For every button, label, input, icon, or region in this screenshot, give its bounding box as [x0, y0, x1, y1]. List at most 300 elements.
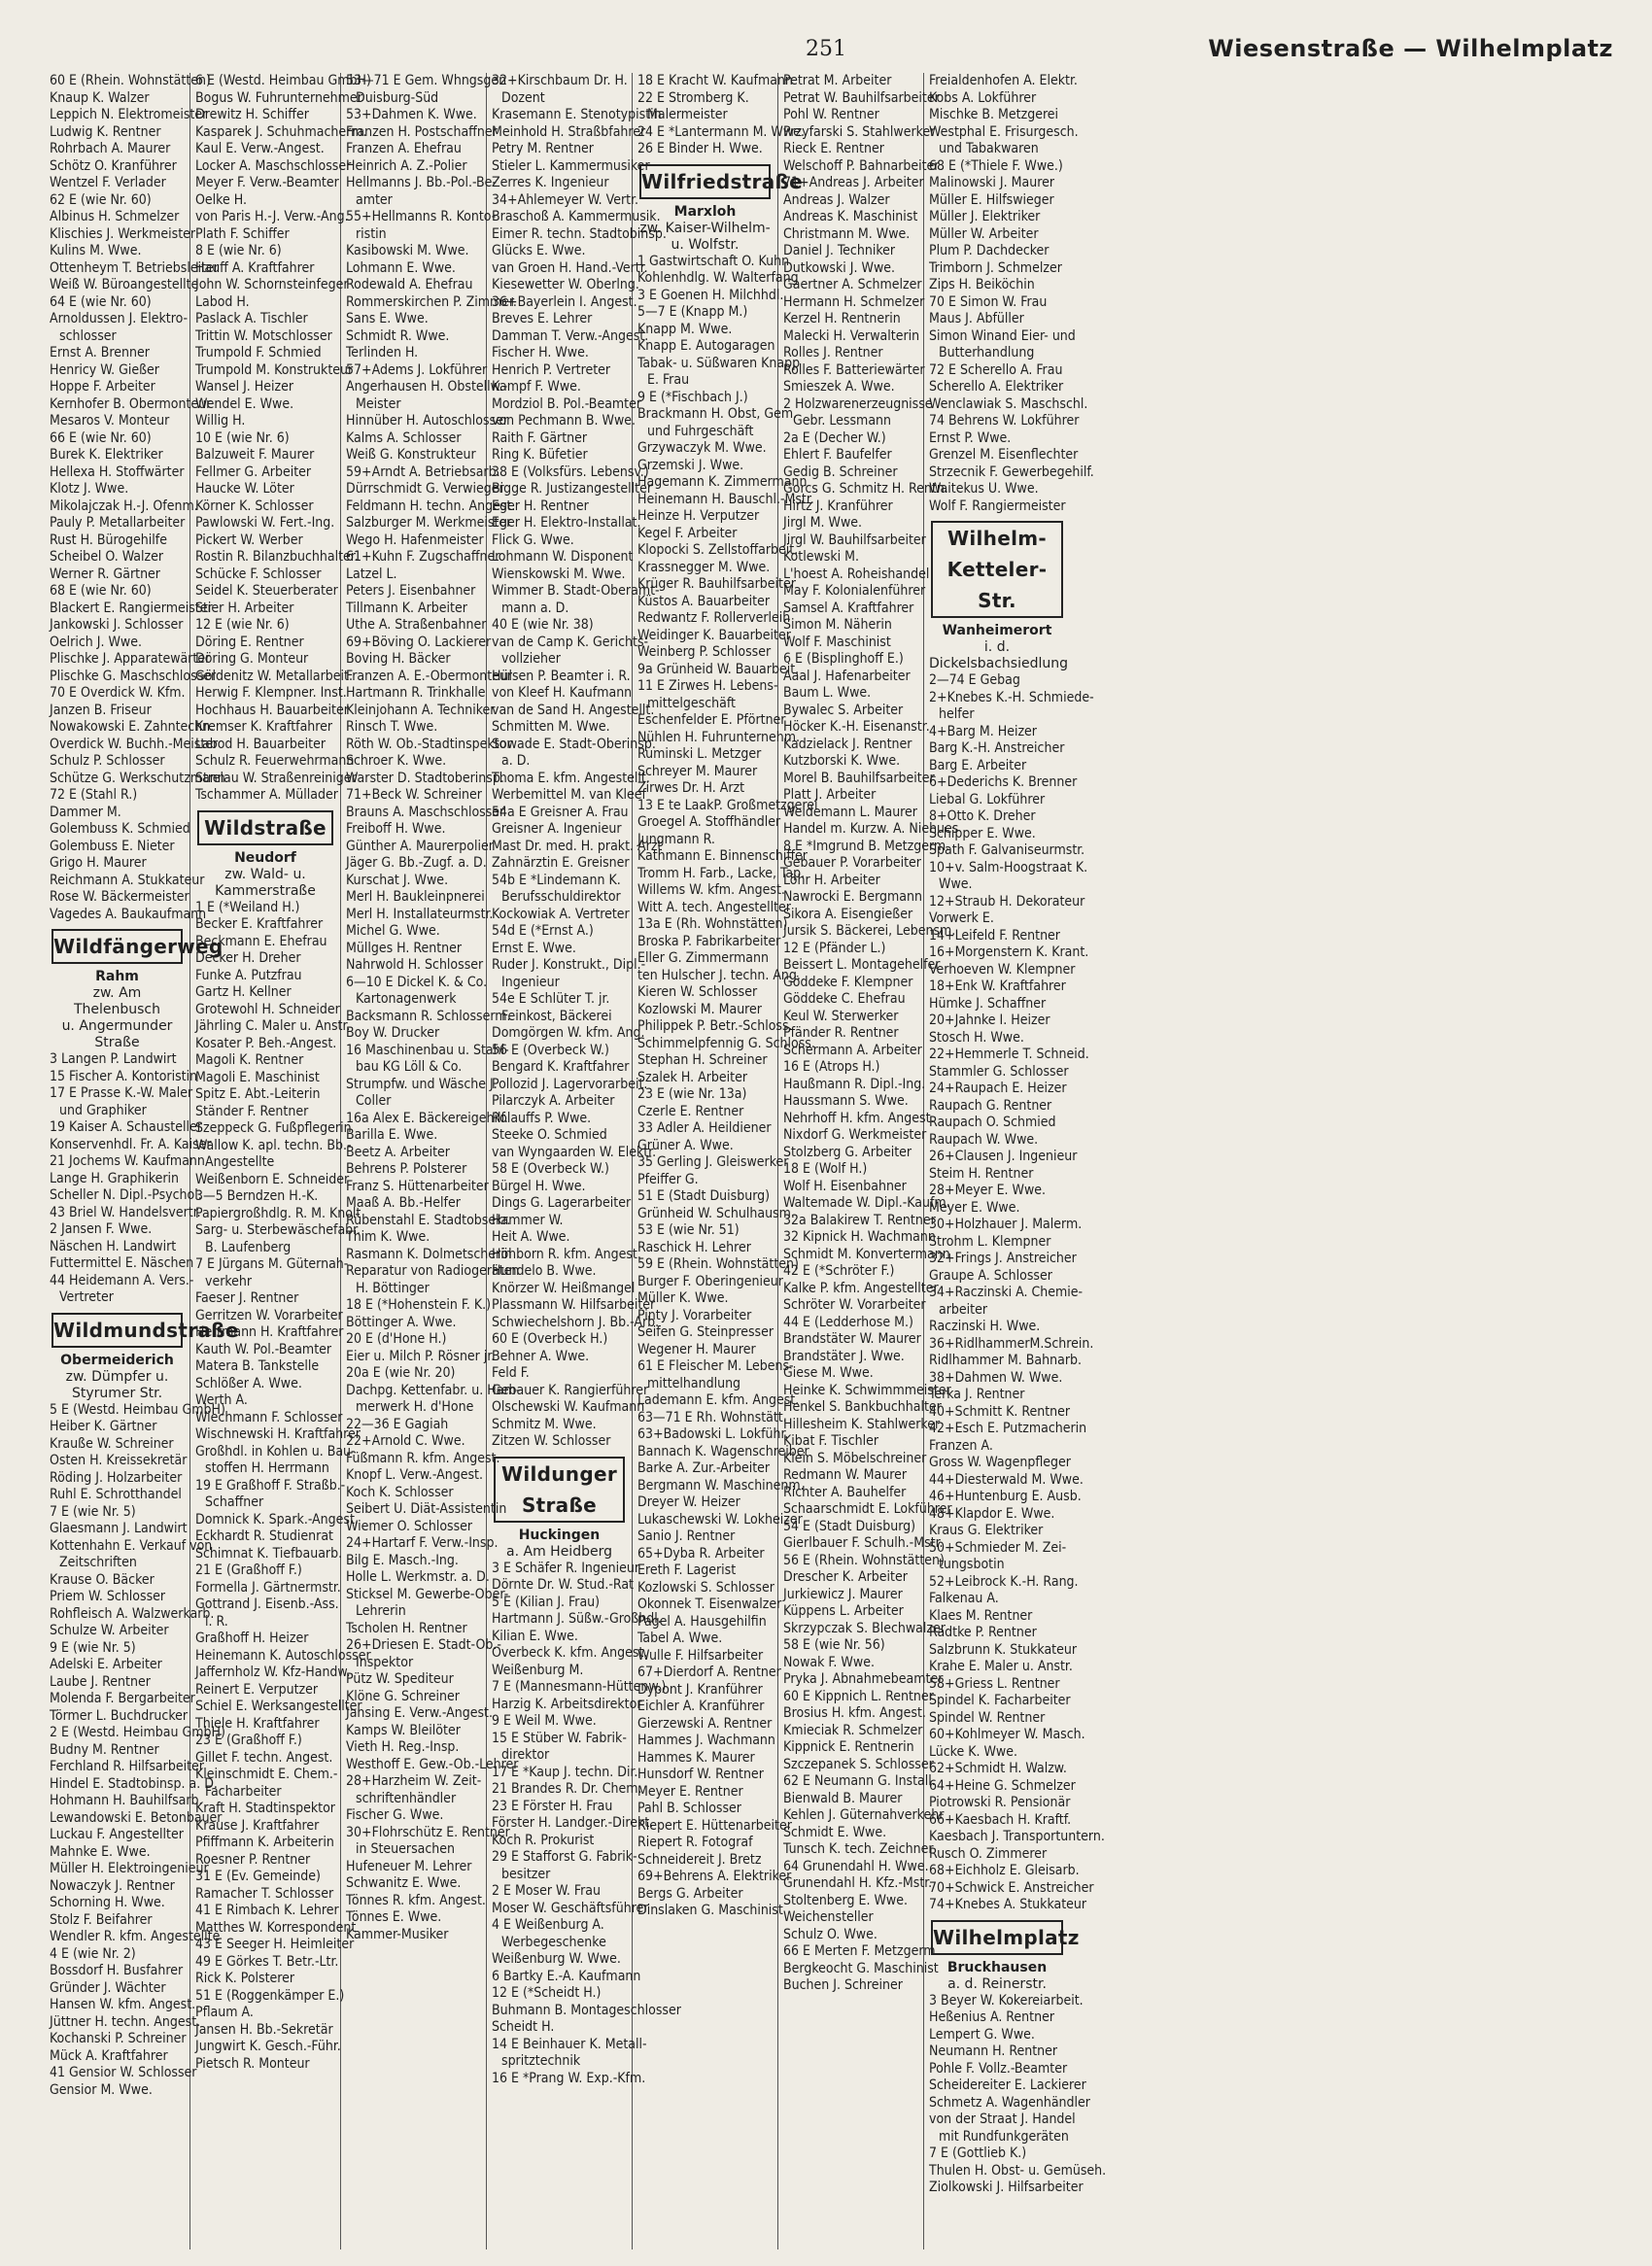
directory-entry: Kilian E. Wwe.: [492, 1628, 578, 1644]
directory-entry: Richter A. Bauhelfer: [783, 1484, 907, 1500]
directory-entry: 64 Grunendahl H. Wwe.: [783, 1858, 929, 1874]
directory-entry: Albinus H. Schmelzer: [50, 209, 180, 224]
directory-entry: ten Hulscher J. techn. Ang.: [637, 967, 801, 983]
directory-entry: 9a Grünheid W. Bauarbeit.: [637, 661, 800, 677]
directory-entry: 15 Fischer A. Kontoristin: [50, 1068, 198, 1084]
directory-entry: von Paris H.-J. Verw.-Ang.: [195, 209, 349, 224]
directory-entry: Hammes J. Wachmann: [637, 1733, 775, 1748]
street-heading: Wildmundstraße: [52, 1313, 183, 1348]
directory-entry: Plischke G. Maschschlosser: [50, 668, 217, 684]
directory-entry: Knapp E. Autogaragen: [637, 338, 775, 354]
directory-entry: Mischke B. Metzgerei: [929, 107, 1059, 122]
directory-entry: Müller E. Hilfswieger: [929, 191, 1054, 208]
directory-entry: Schiel E. Werksangestellter: [195, 1699, 362, 1714]
directory-entry: Wolf F. Maschinist: [783, 634, 891, 650]
directory-entry: Maus J. Abfüller: [929, 311, 1024, 326]
directory-entry: Raschick H. Lehrer: [637, 1239, 751, 1255]
entry-continuation: Coller: [356, 1093, 392, 1109]
entry-continuation: Dozent: [501, 89, 545, 106]
directory-entry: Törmer L. Buchdrucker: [50, 1707, 189, 1724]
directory-entry: 42 E (*Schröter F.): [783, 1263, 895, 1279]
directory-entry: Skrzypczak S. Blechwalzer: [783, 1620, 946, 1636]
directory-entry: Decker H. Dreher: [195, 950, 301, 966]
entry-continuation: in Steuersachen: [356, 1841, 456, 1857]
directory-entry: Matthes W. Korrespondent: [195, 1919, 357, 1936]
directory-entry: Klopocki S. Zellstoffarbeit.: [637, 542, 799, 558]
directory-entry: Andreas K. Maschinist: [783, 209, 918, 224]
directory-entry: 32+Frings J. Anstreicher: [929, 1251, 1077, 1266]
directory-entry: Kozlowski M. Maurer: [637, 1001, 762, 1017]
directory-entry: Wentzel F. Verlader: [50, 175, 166, 190]
directory-entry: 60 E Kippnich L. Rentner: [783, 1688, 934, 1704]
directory-entry: 30+Flohrschütz E. Rentner: [346, 1824, 510, 1840]
directory-entry: Priem W. Schlosser: [50, 1589, 166, 1604]
directory-entry: 51 E (Roggenkämper E.): [195, 1987, 345, 2004]
directory-entry: Nowak F. Wwe.: [783, 1654, 875, 1670]
directory-entry: 10 E (wie Nr. 6): [195, 429, 290, 446]
directory-entry: Mast Dr. med. H. prakt. Arzt: [492, 838, 663, 854]
directory-entry: Bergs G. Arbeiter: [637, 1885, 743, 1902]
directory-entry: Schimnat K. Tiefbauarb.: [195, 1545, 343, 1562]
directory-entry: Gebauer P. Vorarbeiter: [783, 855, 921, 871]
directory-entry: Meinhold H. Straßbfahrer: [492, 123, 646, 140]
street-location-note: i. d. Dickelsbachsiedlung: [929, 639, 1069, 671]
directory-entry: Pollozid J. Lagervorarbeit.: [492, 1076, 648, 1092]
directory-entry: Bossdorf H. Busfahrer: [50, 1963, 184, 1978]
directory-entry: 53—71 E Gem. Whngsgen: [346, 73, 507, 88]
directory-entry: Kottenhahn E. Verkauf von: [50, 1537, 213, 1554]
directory-entry: 9 E (wie Nr. 5): [50, 1639, 136, 1656]
directory-entry: Krauße W. Schreiner: [50, 1435, 174, 1452]
directory-entry: Kotlewski M.: [783, 549, 859, 565]
directory-entry: 18 E Kracht W. Kaufmann: [637, 73, 793, 88]
directory-entry: Formella J. Gärtnermstr.: [195, 1579, 341, 1596]
directory-entry: Hoppe F. Arbeiter: [50, 379, 155, 395]
directory-entry: Samsel A. Kraftfahrer: [783, 600, 914, 616]
directory-entry: Kauth W. Pol.-Beamter: [195, 1341, 332, 1357]
directory-entry: Sowade E. Stadt-Oberinsp.: [492, 736, 656, 752]
page-header: [0, 0, 1652, 64]
directory-entry: 16 E *Prang W. Exp.-Kfm.: [492, 2070, 646, 2086]
directory-entry: 42+Esch E. Putzmacherin: [929, 1421, 1087, 1436]
directory-entry: Budny M. Rentner: [50, 1741, 159, 1758]
directory-entry: Schulz O. Wwe.: [783, 1926, 878, 1942]
directory-entry: 68+Eichholz E. Gleisarb.: [929, 1863, 1080, 1878]
directory-entry: Ereth F. Lagerist: [637, 1562, 737, 1578]
directory-entry: Krause J. Kraftfahrer: [195, 1817, 320, 1834]
directory-entry: Bergkeocht G. Maschinist: [783, 1960, 939, 1976]
directory-entry: Ehlert F. Baufelfer: [783, 447, 892, 463]
street-location-note: zw. Dümpfer u. Styrumer Str.: [65, 1368, 169, 1401]
directory-entry: Schorning H. Wwe.: [50, 1895, 165, 1910]
directory-entry: 5—7 E (Knapp M.): [637, 304, 748, 320]
directory-entry: Franzen A.: [929, 1437, 993, 1454]
directory-entry: Grunendahl H. Kfz.-Mstr.: [783, 1875, 933, 1891]
directory-entry: Plath F. Schiffer: [195, 225, 290, 242]
directory-entry: 71+Beck W. Schreiner: [346, 787, 482, 803]
entry-continuation: Gebr. Lessmann: [793, 413, 892, 429]
entry-continuation: Angestellte: [205, 1154, 275, 1170]
street-location-note: u. Wolfstr.: [671, 236, 740, 253]
directory-entry: 21 E (Graßhoff F.): [195, 1562, 302, 1578]
street-heading: Wilfriedstraße: [639, 164, 771, 199]
directory-entry: Tabel A. Wwe.: [637, 1631, 723, 1646]
directory-entry: Schmidt E. Wwe.: [783, 1824, 887, 1840]
directory-entry: 4 E (wie Nr. 2): [50, 1945, 136, 1962]
entry-continuation: Lehrerin: [356, 1603, 406, 1619]
directory-entry: Balzuweit F. Maurer: [195, 447, 315, 463]
directory-entry: 30+Holzhauer J. Malerm.: [929, 1217, 1083, 1232]
entry-continuation: i. R.: [205, 1613, 228, 1630]
directory-entry: Ramacher T. Schlosser: [195, 1885, 334, 1902]
directory-entry: Simon M. Näherin: [783, 617, 892, 633]
directory-entry: 26 E Binder H. Wwe.: [637, 141, 763, 156]
directory-entry: Oelrich J. Wwe.: [50, 634, 142, 650]
directory-entry: von Kleef H. Kaufmann: [492, 685, 633, 701]
directory-entry: Lademann E. kfm. Angest.: [637, 1392, 800, 1408]
directory-entry: Bengard K. Kraftfahrer: [492, 1059, 630, 1075]
directory-entry: Pagel A. Hausgehilfin: [637, 1613, 767, 1630]
directory-entry: Eschenfelder E. Pförtner: [637, 712, 786, 728]
directory-entry: Spindel W. Rentner: [929, 1709, 1046, 1726]
directory-entry: Spitz E. Abt.-Leiterin: [195, 1086, 321, 1102]
district-heading: Rahm: [95, 969, 139, 984]
directory-entry: Kibat F. Tischler: [783, 1433, 879, 1449]
directory-entry: Gartz H. Kellner: [195, 984, 292, 1000]
directory-entry: Eimer R. techn. Stadtobinsp.: [492, 225, 667, 242]
directory-entry: 19 E Graßhoff F. Straßb.-: [195, 1477, 346, 1494]
directory-entry: Scherello A. Elektriker: [929, 379, 1064, 395]
street-heading: Wilhelmplatz: [931, 1920, 1063, 1955]
directory-entry: Hümke J. Schaffner: [929, 995, 1047, 1012]
directory-entry: Kutzborski K. Wwe.: [783, 753, 901, 769]
directory-entry: Rieck E. Rentner: [783, 141, 884, 156]
directory-entry: Kamps W. Bleilöter: [346, 1722, 461, 1738]
directory-entry: 40+Schmitt K. Rentner: [929, 1403, 1071, 1420]
directory-entry: Kobs A. Lokführer: [929, 89, 1037, 106]
directory-entry: Wallow K. apl. techn. Bb.-: [195, 1137, 352, 1153]
directory-entry: 26+Clausen J. Ingenieur: [929, 1149, 1078, 1164]
street-heading: Wildfängerweg: [52, 929, 183, 964]
directory-entry: Kieren W. Schlosser: [637, 984, 758, 1000]
directory-entry: Henricy W. Gießer: [50, 361, 159, 378]
directory-entry: Stosch H. Wwe.: [929, 1029, 1024, 1046]
directory-entry: 9 E (*Fischbach J.): [637, 389, 748, 405]
directory-entry: 7 E (Gottlieb K.): [929, 2146, 1027, 2161]
directory-entry: Krause O. Bäcker: [50, 1571, 155, 1588]
directory-entry: Barg E. Arbeiter: [929, 757, 1027, 773]
directory-entry: 56 E (Overbeck W.): [492, 1042, 609, 1058]
directory-entry: Kalke P. kfm. Angestellter: [783, 1280, 939, 1296]
directory-entry: Herrmann H. Kraftfahrer: [195, 1324, 344, 1340]
directory-entry: Krüger R. Bauhilfsarbeiter: [637, 576, 796, 592]
directory-entry: Hellmanns J. Bb.-Pol.-Be-: [346, 175, 497, 190]
directory-entry: Werth A.: [195, 1392, 248, 1408]
directory-entry: 6 E (Bisplinghoff E.): [783, 651, 904, 667]
directory-entry: Raupach O. Schmied: [929, 1115, 1056, 1130]
directory-entry: 5 E (Kilian J. Frau): [492, 1594, 601, 1610]
directory-entry: Becker E. Kraftfahrer: [195, 916, 324, 932]
directory-entry: Grotewohl H. Schneider: [195, 1001, 340, 1017]
directory-entry: Lukaschewski W. Lokheizer: [637, 1511, 803, 1528]
directory-entry: Kasparek J. Schuhmacherm.: [195, 123, 367, 140]
directory-entry: 53+Dahmen K. Wwe.: [346, 107, 477, 122]
directory-entry: Verhoeven W. Klempner: [929, 961, 1076, 978]
directory-entry: 32 Kipnick H. Wachmann: [783, 1229, 936, 1245]
directory-entry: Rinsch T. Wwe.: [346, 719, 438, 735]
directory-entry: Wenclawiak S. Maschschl.: [929, 395, 1088, 412]
directory-entry: Krahe E. Maler u. Anstr.: [929, 1659, 1073, 1674]
directory-entry: Kozlowski S. Schlosser: [637, 1579, 774, 1596]
directory-entry: Wienskowski M. Wwe.: [492, 566, 626, 582]
directory-entry: Stier H. Arbeiter: [195, 600, 294, 616]
directory-entry: 59 E (Rhein. Wohnstätten): [637, 1256, 799, 1272]
directory-entry: 23 E (Graßhoff F.): [195, 1733, 302, 1748]
directory-entry: Merl H. Baukleinpnerei: [346, 889, 485, 905]
directory-entry: Feld F.: [492, 1365, 530, 1381]
directory-entry: Fischer H. Wwe.: [492, 345, 589, 360]
directory-entry: Roesner P. Rentner: [195, 1851, 311, 1868]
directory-entry: 41 Gensior W. Schlosser: [50, 2065, 197, 2080]
directory-entry: 4+Barg M. Heizer: [929, 723, 1037, 739]
directory-entry: Latzel L.: [346, 566, 397, 582]
entry-continuation: merwerk H. d'Hone: [356, 1399, 474, 1415]
entry-continuation: H. Böttinger: [356, 1280, 430, 1296]
directory-entry: 55+Hellmanns R. Konto-: [346, 209, 497, 224]
directory-entry: Hellexa H. Stoffwärter: [50, 464, 185, 480]
directory-entry: Ottenheym T. Betriebsleiter: [50, 259, 219, 276]
directory-entry: 54d E (*Ernst A.): [492, 923, 594, 939]
directory-entry: Zirwes Dr. H. Arzt: [637, 780, 745, 796]
directory-entry: Trumpold M. Konstrukteur: [195, 361, 354, 378]
directory-entry: Meyer E. Rentner: [637, 1783, 743, 1800]
directory-entry: Grzemski J. Wwe.: [637, 457, 744, 473]
directory-entry: Gierzewski A. Rentner: [637, 1715, 773, 1732]
directory-entry: 66 E Merten F. Metzgerm.: [783, 1943, 940, 1959]
directory-entry: 72 E Scherello A. Frau: [929, 361, 1063, 378]
directory-entry: Magoli K. Rentner: [195, 1052, 304, 1068]
directory-entry: Pauly P. Metallarbeiter: [50, 515, 186, 531]
directory-entry: Bienwald B. Maurer: [783, 1790, 903, 1806]
directory-entry: Franzen A. E.-Obermonteur: [346, 668, 513, 684]
directory-entry: 50+Schmieder M. Zei-: [929, 1539, 1067, 1556]
directory-entry: 44+Diesterwald M. Wwe.: [929, 1471, 1084, 1488]
directory-entry: 62+Schmidt H. Walzw.: [929, 1761, 1067, 1776]
directory-entry: Jungmann R.: [637, 831, 715, 847]
directory-entry: Gaertner A. Schmelzer: [783, 277, 922, 292]
directory-entry: Pflaum A.: [195, 2005, 254, 2020]
directory-entry: 74 Behrens W. Lokführer: [929, 413, 1080, 429]
directory-entry: 48+Klapdor E. Wwe.: [929, 1505, 1055, 1522]
directory-entry: Zitzen W. Schlosser: [492, 1433, 611, 1449]
district-heading: Obermeiderich: [60, 1352, 174, 1368]
directory-entry: Kurschat J. Wwe.: [346, 872, 449, 888]
directory-entry: Dachpg. Kettenfabr. u. Ham-: [346, 1382, 521, 1398]
directory-entry: 69+Behrens A. Elektriker: [637, 1869, 792, 1884]
directory-entry: Nowakowski E. Zahntechn.: [50, 719, 215, 735]
directory-entry: Bilg E. Masch.-Ing.: [346, 1552, 459, 1568]
directory-entry: Trimborn J. Schmelzer: [929, 259, 1062, 276]
directory-entry: 20 E (d'Hone H.): [346, 1331, 447, 1347]
directory-entry: Reichmann A. Stukkateur: [50, 872, 205, 888]
directory-entry: Falkenau A.: [929, 1591, 999, 1606]
directory-entry: Weichensteller: [783, 1909, 874, 1925]
directory-entry: Rose W. Bäckermeister: [50, 889, 189, 905]
directory-entry: Rasmann K. Dolmetscherin: [346, 1246, 512, 1262]
directory-entry: 64 E (wie Nr. 60): [50, 293, 152, 310]
directory-entry: Jurkiewicz J. Maurer: [783, 1586, 903, 1602]
directory-entry: Raczinski H. Wwe.: [929, 1319, 1041, 1334]
directory-entry: 57+Adems J. Lokführer: [346, 361, 488, 378]
entry-continuation: B. Laufenberg: [205, 1239, 292, 1255]
directory-entry: 22+Hemmerle T. Schneid.: [929, 1047, 1089, 1062]
directory-entry: Haußmann R. Dipl.-Ing.: [783, 1076, 926, 1092]
directory-entry: Zerres K. Ingenieur: [492, 175, 609, 190]
directory-entry: Pryka J. Abnahmebeamter: [783, 1671, 944, 1687]
directory-entry: Locker A. Maschschlosser: [195, 157, 352, 174]
directory-entry: Strumpfw. und Wäsche J.: [346, 1076, 498, 1092]
directory-entry: Rolles J. Rentner: [783, 345, 883, 360]
directory-entry: Stieler L. Kammermusiker: [492, 157, 650, 174]
directory-entry: 18 E (Wolf H.): [783, 1161, 868, 1177]
directory-entry: Rohfleisch A. Walzwerkarb.: [50, 1605, 215, 1622]
directory-entry: Lohmann E. Wwe.: [346, 259, 456, 276]
directory-entry: Nowaczyk J. Rentner: [50, 1877, 175, 1894]
directory-entry: Hundelo B. Wwe.: [492, 1263, 597, 1279]
directory-entry: Pahl B. Schlosser: [637, 1801, 741, 1816]
directory-entry: Ziolkowski J. Hilfsarbeiter: [929, 2180, 1084, 2195]
directory-entry: Groegel A. Stoffhändler: [637, 814, 781, 830]
directory-entry: Graßhoff H. Heizer: [195, 1631, 309, 1646]
entry-continuation: Facharbeiter: [205, 1783, 282, 1800]
directory-entry: Fellmer G. Arbeiter: [195, 464, 312, 480]
directory-entry: 32a Balakirew T. Rentner: [783, 1212, 936, 1228]
directory-entry: Pütz W. Spediteur: [346, 1671, 454, 1687]
directory-entry: 61+Kuhn F. Zugschaffner: [346, 549, 500, 565]
directory-entry: Thoma E. kfm. Angestellt.: [492, 770, 650, 786]
directory-entry: Ferchland R. Hilfsarbeiter: [50, 1759, 204, 1774]
directory-entry: Golembuss E. Nieter: [50, 838, 175, 854]
directory-entry: Schmidt M. Konvertermann: [783, 1246, 950, 1262]
directory-entry: Hochhaus H. Bauarbeiter: [195, 702, 349, 718]
directory-entry: Heiber K. Gärtner: [50, 1419, 157, 1434]
directory-entry: Heinemann K. Autoschlosser: [195, 1647, 371, 1664]
directory-entry: Mikolajczak H.-J. Ofenm.: [50, 498, 198, 514]
directory-entry: Wego H. Hafenmeister: [346, 532, 484, 548]
directory-entry: Wiemer O. Schlosser: [346, 1518, 473, 1534]
directory-entry: Strzecnik F. Gewerbegehilf.: [929, 464, 1094, 480]
entry-continuation: mann a. D.: [501, 600, 569, 616]
street-location-note: a. d. Reinerstr.: [947, 1975, 1047, 1992]
directory-entry: Koch R. Prokurist: [492, 1832, 595, 1848]
directory-entry: Baum L. Wwe.: [783, 685, 872, 701]
directory-entry: 16 E (Atrops H.): [783, 1059, 880, 1075]
directory-entry: Pohle F. Vollz.-Beamter: [929, 2060, 1068, 2077]
directory-entry: Bürgel H. Wwe.: [492, 1178, 586, 1194]
directory-entry: Kadzielack J. Rentner: [783, 736, 912, 752]
directory-entry: Domgörgen W. kfm. Ang.: [492, 1025, 645, 1041]
directory-entry: Beissert L. Montagehelfer: [783, 957, 941, 973]
directory-entry: 3 Langen P. Landwirt: [50, 1051, 177, 1067]
directory-entry: Henkel S. Bankbuchhalter: [783, 1399, 942, 1415]
directory-entry: Barg K.-H. Anstreicher: [929, 740, 1065, 756]
directory-entry: Füßmann R. kfm. Angest.: [346, 1450, 500, 1466]
entry-continuation: Ingenieur: [501, 974, 560, 990]
directory-entry: 22+Arnold C. Wwe.: [346, 1433, 465, 1449]
directory-entry: 21 Jochems W. Kaufmann: [50, 1153, 205, 1169]
directory-entry: Backsmann R. Schlosserm.: [346, 1008, 511, 1024]
directory-entry: Labod H.: [195, 293, 250, 310]
directory-entry: 34+Ahlemeyer W. Vertr.: [492, 191, 638, 208]
directory-entry: 66 E (wie Nr. 60): [50, 429, 152, 446]
directory-entry: Steim H. Rentner: [929, 1165, 1034, 1182]
entry-continuation: Malermeister: [647, 107, 728, 122]
entry-continuation: und Fuhrgeschäft: [647, 423, 754, 439]
directory-entry: Moser W. Geschäftsführer: [492, 1900, 649, 1916]
directory-entry: Pfänder R. Rentner: [783, 1025, 899, 1041]
entry-continuation: und Graphiker: [59, 1102, 147, 1118]
directory-entry: 2 E Moser W. Frau: [492, 1883, 601, 1899]
directory-entry: Heinze H. Verputzer: [637, 508, 760, 524]
directory-entry: Maaß A. Bb.-Helfer: [346, 1195, 461, 1211]
directory-entry: 70+Schwick E. Anstreicher: [929, 1879, 1094, 1896]
directory-entry: 9 E Weil M. Wwe.: [492, 1713, 597, 1729]
directory-entry: Pinty J. Vorarbeiter: [637, 1307, 752, 1323]
directory-entry: Schmetz A. Wagenhändler: [929, 2094, 1090, 2111]
directory-entry: Greisner A. Ingenieur: [492, 821, 622, 837]
directory-entry: Stoltenberg E. Wwe.: [783, 1892, 908, 1908]
directory-entry: Redwantz F. Rollerverleih: [637, 610, 791, 626]
directory-entry: Nahrwold H. Schlosser: [346, 957, 484, 973]
directory-entry: 8 E *Imgrund B. Metzgerm.: [783, 838, 950, 854]
directory-entry: Kalms A. Schlosser: [346, 429, 462, 446]
directory-entry: Kampf F. Wwe.: [492, 379, 581, 395]
directory-entry: Rolauffs P. Wwe.: [492, 1110, 592, 1126]
directory-entry: Giese M. Wwe.: [783, 1365, 874, 1381]
entry-continuation: amter: [356, 191, 393, 208]
entry-continuation: Meister: [356, 395, 401, 412]
directory-entry: Rolles F. Batteriewärter: [783, 361, 925, 378]
directory-entry: 5 E (Westd. Heimbau GmbH): [50, 1401, 225, 1418]
directory-entry: Hunsdorf W. Rentner: [637, 1767, 764, 1782]
directory-entry: Merl H. Installateurmstr.: [346, 906, 494, 922]
directory-entry: Plischke J. Apparatewärter: [50, 651, 211, 667]
directory-entry: Kathmann E. Binnenschiffer: [637, 848, 808, 864]
directory-entry: Höhborn R. kfm. Angest.: [492, 1246, 641, 1262]
directory-entry: Dutkowski J. Wwe.: [783, 259, 895, 276]
directory-entry: Weinberg P. Schlosser: [637, 644, 772, 660]
directory-entry: Pfiffmann K. Arbeiterin: [195, 1835, 334, 1850]
directory-entry: Schulz R. Feuerwehrmann: [195, 753, 355, 769]
directory-entry: Nehrhoff H. kfm. Angest.: [783, 1110, 935, 1126]
directory-entry: Kosater P. Beh.-Angest.: [195, 1035, 337, 1051]
directory-entry: 58 E (wie Nr. 56): [783, 1637, 885, 1653]
directory-entry: 2—74 E Gebag: [929, 672, 1020, 688]
directory-entry: 52+Leibrock K.-H. Rang.: [929, 1573, 1079, 1590]
directory-entry: Lempert G. Wwe.: [929, 2026, 1035, 2043]
directory-entry: Burger F. Oberingenieur: [637, 1273, 783, 1289]
directory-entry: Franzen A. Ehefrau: [346, 141, 462, 156]
directory-entry: 71+Andreas J. Arbeiter: [783, 175, 924, 190]
directory-entry: Rusch O. Zimmerer: [929, 1845, 1048, 1862]
directory-entry: Döring E. Rentner: [195, 634, 304, 650]
directory-entry: Schmitz M. Wwe.: [492, 1416, 597, 1432]
directory-entry: 64+Heine G. Schmelzer: [929, 1777, 1076, 1794]
directory-entry: Kochanski P. Schreiner: [50, 2031, 187, 2046]
directory-entry: Brandstäter J. Wwe.: [783, 1348, 905, 1364]
directory-entry: Gedig B. Schreiner: [783, 464, 898, 480]
directory-entry: Nühlen H. Fuhrunternehm.: [637, 729, 801, 745]
